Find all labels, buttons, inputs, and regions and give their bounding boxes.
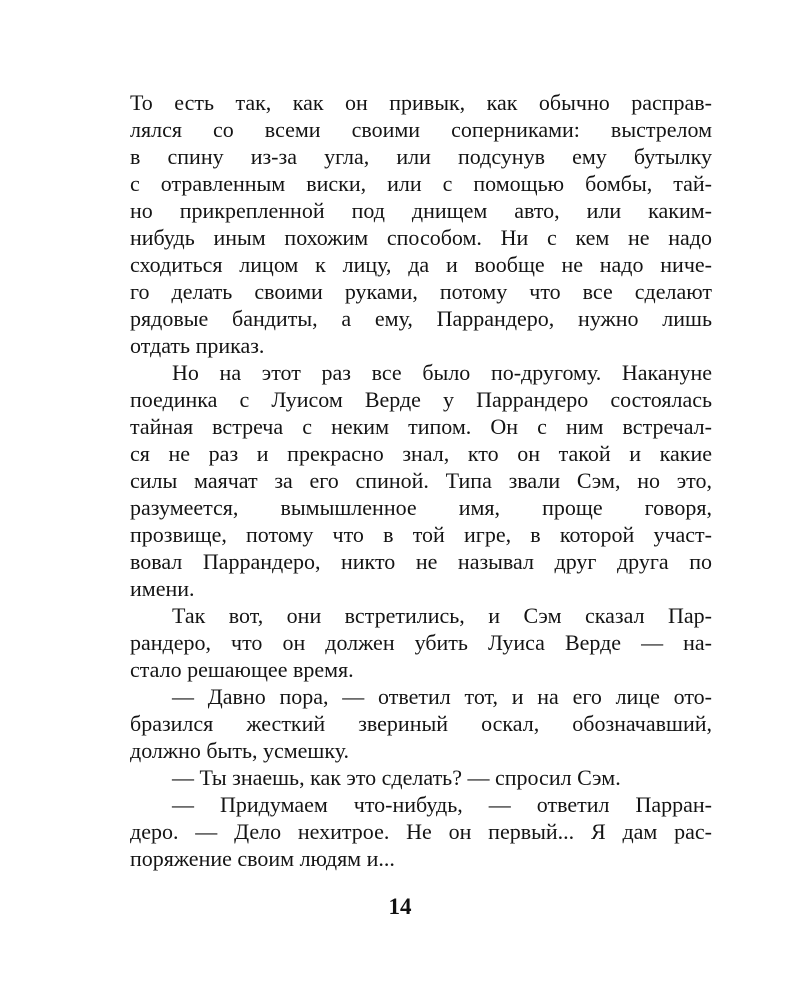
text-line: имени. [130,576,195,601]
text-line: — Придумаем что-нибудь, — ответил Парран- [172,792,712,817]
text-line: — Давно пора, — ответил тот, и на его лице ото- [172,684,712,709]
text-line: го делать своими руками, потому что все сделают [130,279,712,304]
text-line: поединка с Луисом Верде у Паррандеро состоялась [130,387,712,412]
text-line: ся не раз и прекрасно знал, кто он такой и какие [130,441,712,466]
text-line: поряжение своим людям и... [130,846,395,871]
text-line: рандеро, что он должен убить Луиса Верде — на- [130,630,712,655]
text-line: но прикрепленной под днищем авто, или каким- [130,198,712,223]
text-line: бразился жесткий звериный оскал, обозначавший, [130,711,712,736]
text-line: Но на этот раз все было по-другому. Накануне [172,360,712,385]
text-line: нибудь иным похожим способом. Ни с кем не надо [130,225,712,250]
text-line: отдать приказ. [130,333,265,358]
page-number: 14 [388,894,412,919]
text-line: деро. — Дело нехитрое. Не он первый... Я дам рас- [130,819,712,844]
text-line: разумеется, вымышленное имя, проще говоря, [130,495,712,520]
text-line: тайная встреча с неким типом. Он с ним встречал- [130,414,712,439]
text-line: рядовые бандиты, а ему, Паррандеро, нужно лишь [130,306,712,331]
text-line: с отравленным виски, или с помощью бомбы, тай- [130,171,712,196]
text-line: сходиться лицом к лицу, да и вообще не надо ниче- [130,252,712,277]
text-line: в спину из-за угла, или подсунув ему бутылку [130,144,712,169]
text-line: силы маячат за его спиной. Типа звали Сэм, но это, [130,468,712,493]
text-line: стало решающее время. [130,657,354,682]
text-line: — Ты знаешь, как это сделать? — спросил Сэм. [172,765,621,790]
text-line: вовал Паррандеро, никто не называл друг друга по [130,549,712,574]
text-line: лялся со всеми своими соперниками: выстрелом [130,117,712,142]
body-text [130,89,712,872]
text-line: должно быть, усмешку. [130,738,350,763]
text-line: Так вот, они встретились, и Сэм сказал Пар- [172,603,712,628]
text-line: То есть так, как он привык, как обычно расправ- [130,90,712,115]
text-line: прозвище, потому что в той игре, в которой участ- [130,522,712,547]
